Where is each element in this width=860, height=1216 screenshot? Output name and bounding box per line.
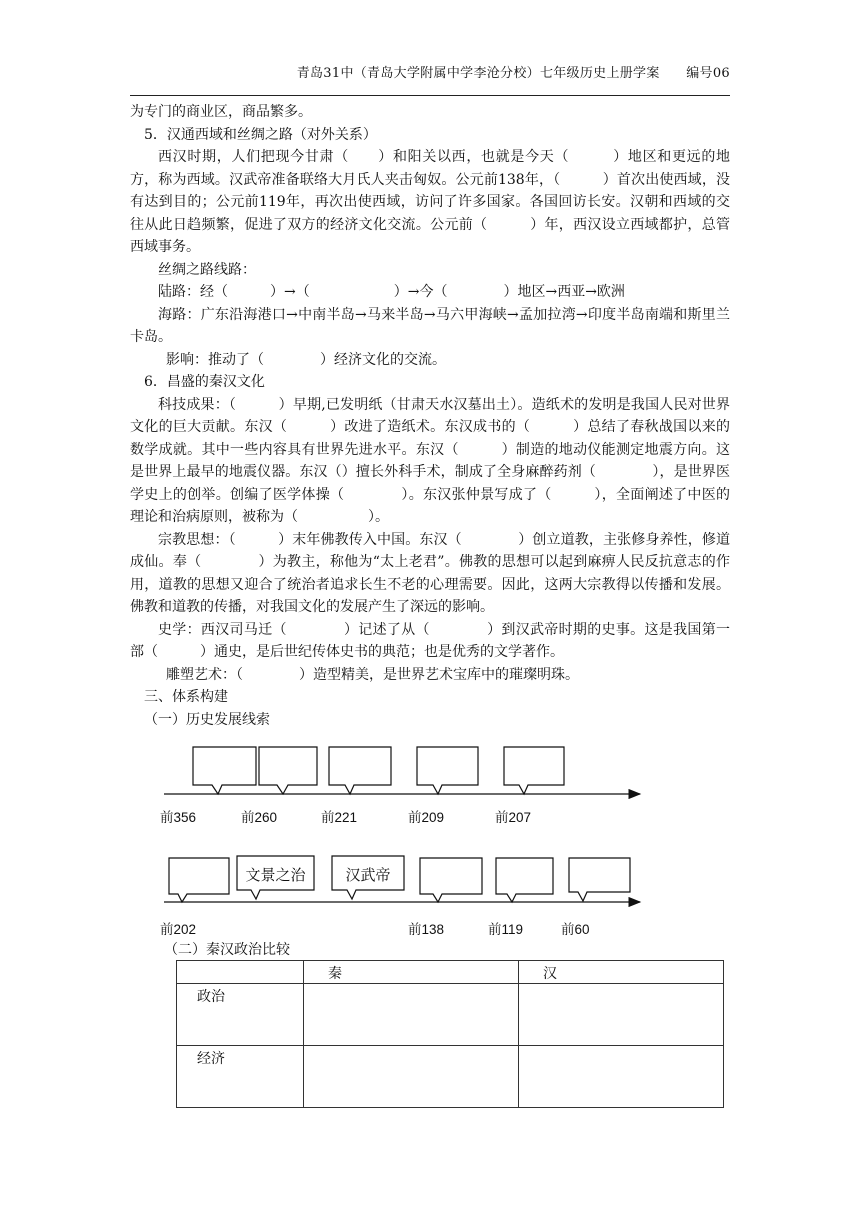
table-row	[177, 984, 724, 1046]
table-header-qin: 秦	[304, 961, 519, 984]
table-header-row	[177, 961, 724, 984]
table-header-han: 汉	[519, 961, 724, 984]
subsection-timeline-title: （一）历史发展线索	[144, 711, 270, 728]
timeline-1-bubble	[329, 747, 391, 794]
timeline-1-bubble	[193, 747, 256, 794]
cell-qin-economy[interactable]	[304, 1046, 519, 1108]
section-5-title: 5．汉通西域和丝绸之路（对外关系）	[144, 126, 377, 143]
timeline-1-label: 前221	[321, 810, 358, 825]
sea-route: 海路：广东沿海港口→中南半岛→马来半岛→马六甲海峡→孟加拉湾→印度半岛南端和斯里兰卡岛。	[130, 306, 730, 345]
cell-qin-politics[interactable]	[304, 984, 519, 1046]
silk-road-route-heading: 丝绸之路线路：	[158, 261, 256, 278]
table-header-cell	[177, 961, 304, 984]
cell-han-politics[interactable]	[519, 984, 724, 1046]
paragraph-science: 科技成果：（ ）早期,已发明纸（甘肃天水汉墓出土）。造纸术的发明是我国人民对世界文化的巨大贡献。东汉（ ）改进了造纸术。东汉成书的（ ）总结了春秋战国以来的数学成就。其中一些内容具有世界先进水平。东汉（ ）制造的地动仪能测定地震方向。这是世界上最早的地震仪器。东汉（）擅长外科手术，制成了全身麻醉药剂（ ），是世界医学史上的创举。创编了医学体操（ ）。东汉张仲景写成了（ ），全面阐述了中医的理论和治病原则，被称为（ ）。	[130, 396, 730, 525]
timeline-1-label: 前356	[160, 810, 197, 825]
timeline-1-label: 前260	[241, 810, 278, 825]
paragraph-western-regions: 西汉时期，人们把现今甘肃（ ）和阳关以西，也就是今天（ ）地区和更远的地方，称为西域。汉武帝准备联络大月氏人夹击匈奴。公元前138年，（ ）首次出使西域，没有达到目的；公元前119年，再次出使西域，访问了许多国家。各国回访长安。汉朝和西域的交往从此日趋频繁，促进了双方的经济文化交流。公元前（ ）年，西汉设立西域都护，总管西域事务。	[130, 149, 730, 255]
timeline-1-graphic	[160, 742, 650, 812]
timeline-2-bubble	[420, 858, 482, 902]
timeline-1-bubble	[259, 747, 317, 794]
bubble-text-han-wudi: 汉武帝	[345, 866, 391, 884]
paragraph-sculpture: 雕塑艺术：（ ）造型精美，是世界艺术宝库中的璀璨明珠。	[166, 666, 579, 683]
paragraph-continuation: 为专门的商业区，商品繁多。	[130, 104, 312, 120]
timeline-2-label: 前60	[561, 922, 590, 937]
land-route: 陆路：经（ ）→（ ）→今（ ）地区→西亚→欧洲	[158, 284, 625, 300]
timeline-1-bubble	[417, 747, 478, 794]
table-row	[177, 1046, 724, 1108]
cell-han-economy[interactable]	[519, 1046, 724, 1108]
timeline-2-label: 前138	[408, 922, 445, 937]
timeline-2-label: 前119	[488, 922, 524, 937]
bubble-text-wenjing: 文景之治	[245, 866, 306, 884]
section-3-title: 三、体系构建	[144, 689, 228, 705]
timeline-1-label: 前207	[495, 810, 532, 825]
section-6-title: 6．昌盛的秦汉文化	[144, 374, 265, 390]
timeline-2-bubble	[569, 858, 630, 901]
paragraph-history-writing: 史学：西汉司马迁（ ）记述了从（ ）到汉武帝时期的史事。这是我国第一部（ ）通史，是后世纪传体史书的典范；也是优秀的文学著作。	[130, 621, 730, 660]
document-body	[130, 101, 730, 731]
row-label-economy: 经济	[177, 1046, 304, 1108]
table-section-title: （二）秦汉政治比较	[164, 942, 290, 958]
timeline-2-bubble	[169, 858, 229, 902]
timeline-1	[160, 742, 650, 832]
timeline-1-label: 前209	[408, 810, 445, 825]
page-header: 青岛31中（青岛大学附属中学李沧分校）七年级历史上册学案 编号06	[296, 66, 730, 81]
timeline-2-bubble	[496, 858, 553, 902]
paragraph-religion: 宗教思想：（ ）末年佛教传入中国。东汉（ ）创立道教，主张修身养性，修道成仙。奉（ ）为教主，称他为“太上老君”。佛教的思想可以起到麻痹人民反抗意志的作用，道教的思想又迎合了统治者追求长生不老的心理需要。因此，这两大宗教得以传播和发展。佛教和道教的传播，对我国文化的发展产生了深远的影响。	[130, 531, 730, 615]
header-rule	[130, 95, 730, 96]
timeline-1-bubble	[504, 747, 564, 794]
timeline-2-graphic	[160, 852, 650, 922]
row-label-politics: 政治	[177, 984, 304, 1046]
timeline-2	[160, 852, 650, 942]
silk-road-influence: 影响：推动了（ ）经济文化的交流。	[166, 351, 446, 368]
comparison-table	[176, 960, 724, 1108]
timeline-2-label: 前202	[160, 922, 197, 937]
